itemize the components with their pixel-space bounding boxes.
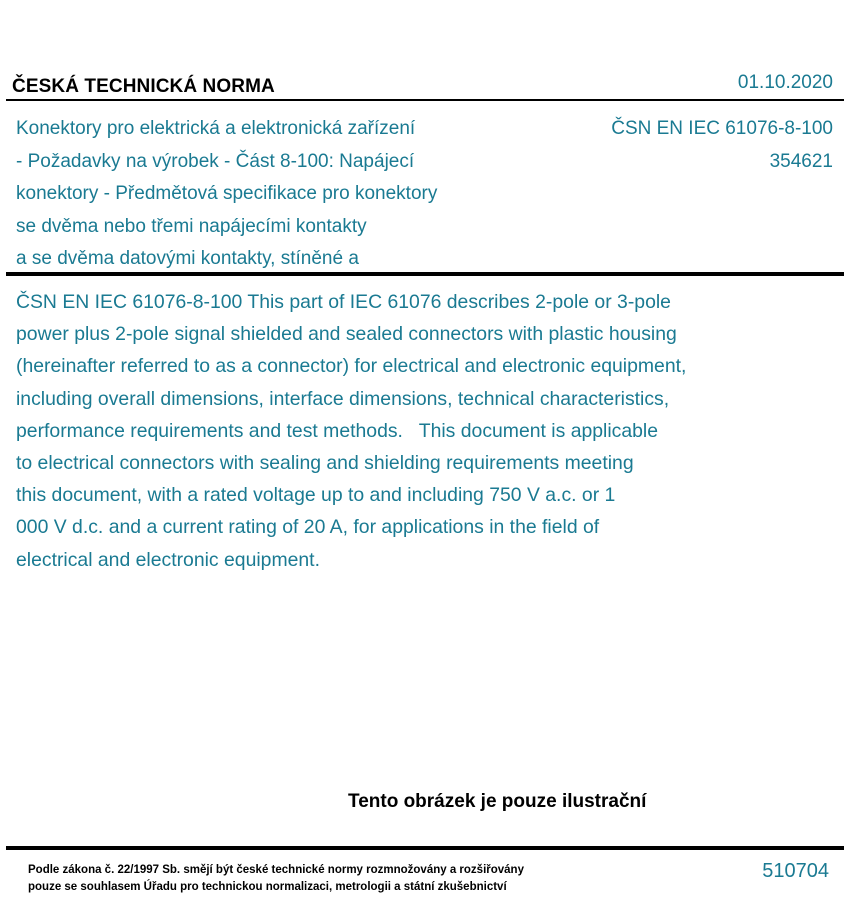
footer-code: 510704 bbox=[762, 860, 829, 882]
abstract-line: including overall dimensions, interface dimensions, technical characteristics, bbox=[16, 387, 670, 410]
title-line: a se dvěma datovými kontakty, stíněné a bbox=[16, 248, 359, 269]
legal-notice bbox=[28, 862, 524, 896]
standard-identifiers bbox=[611, 113, 833, 178]
title-line: - Požadavky na výrobek - Část 8-100: Napájecí bbox=[16, 150, 415, 172]
abstract bbox=[16, 286, 796, 576]
footer-rule bbox=[6, 846, 844, 850]
abstract-line: power plus 2-pole signal shielded and sealed connectors with plastic housing bbox=[16, 323, 677, 346]
header-rule bbox=[6, 99, 844, 101]
title-line: se dvěma nebo třemi napájecími kontakty bbox=[16, 215, 367, 237]
title-line: konektory - Předmětová specifikace pro konektory bbox=[16, 183, 438, 204]
title-line: Konektory pro elektrická a elektronická zařízení bbox=[16, 118, 416, 139]
abstract-line: this document, with a rated voltage up to and including 750 V a.c. or 1 bbox=[16, 484, 616, 507]
abstract-line: to electrical connectors with sealing and shielding requirements meeting bbox=[16, 452, 634, 475]
header-date: 01.10.2020 bbox=[737, 72, 833, 93]
abstract-line: 000 V d.c. and a current rating of 20 A, for applications in the field of bbox=[16, 516, 600, 539]
abstract-line: (hereinafter referred to as a connector) for electrical and electronic equipment, bbox=[16, 355, 687, 378]
abstract-line: performance requirements and test methods. This document is applicable bbox=[16, 419, 659, 442]
legal-line: Podle zákona č. 22/1997 Sb. smějí být české technické normy rozmnožovány a rozšiřovány bbox=[28, 864, 524, 876]
abstract-line: ČSN EN IEC 61076-8-100 This part of IEC 61076 describes 2-pole or 3-pole bbox=[16, 291, 671, 313]
document-title bbox=[16, 113, 506, 276]
catalog-number: 354621 bbox=[769, 150, 833, 172]
header-title: ČESKÁ TECHNICKÁ NORMA bbox=[12, 76, 275, 97]
abstract-line: electrical and electronic equipment. bbox=[16, 548, 320, 571]
legal-line: pouze se souhlasem Úřadu pro technickou normalizaci, metrologii a státní zkušebnictví bbox=[28, 881, 507, 893]
illustrative-note: Tento obrázek je pouze ilustrační bbox=[348, 791, 647, 812]
title-rule bbox=[6, 272, 844, 276]
standard-number: ČSN EN IEC 61076-8-100 bbox=[611, 118, 833, 139]
